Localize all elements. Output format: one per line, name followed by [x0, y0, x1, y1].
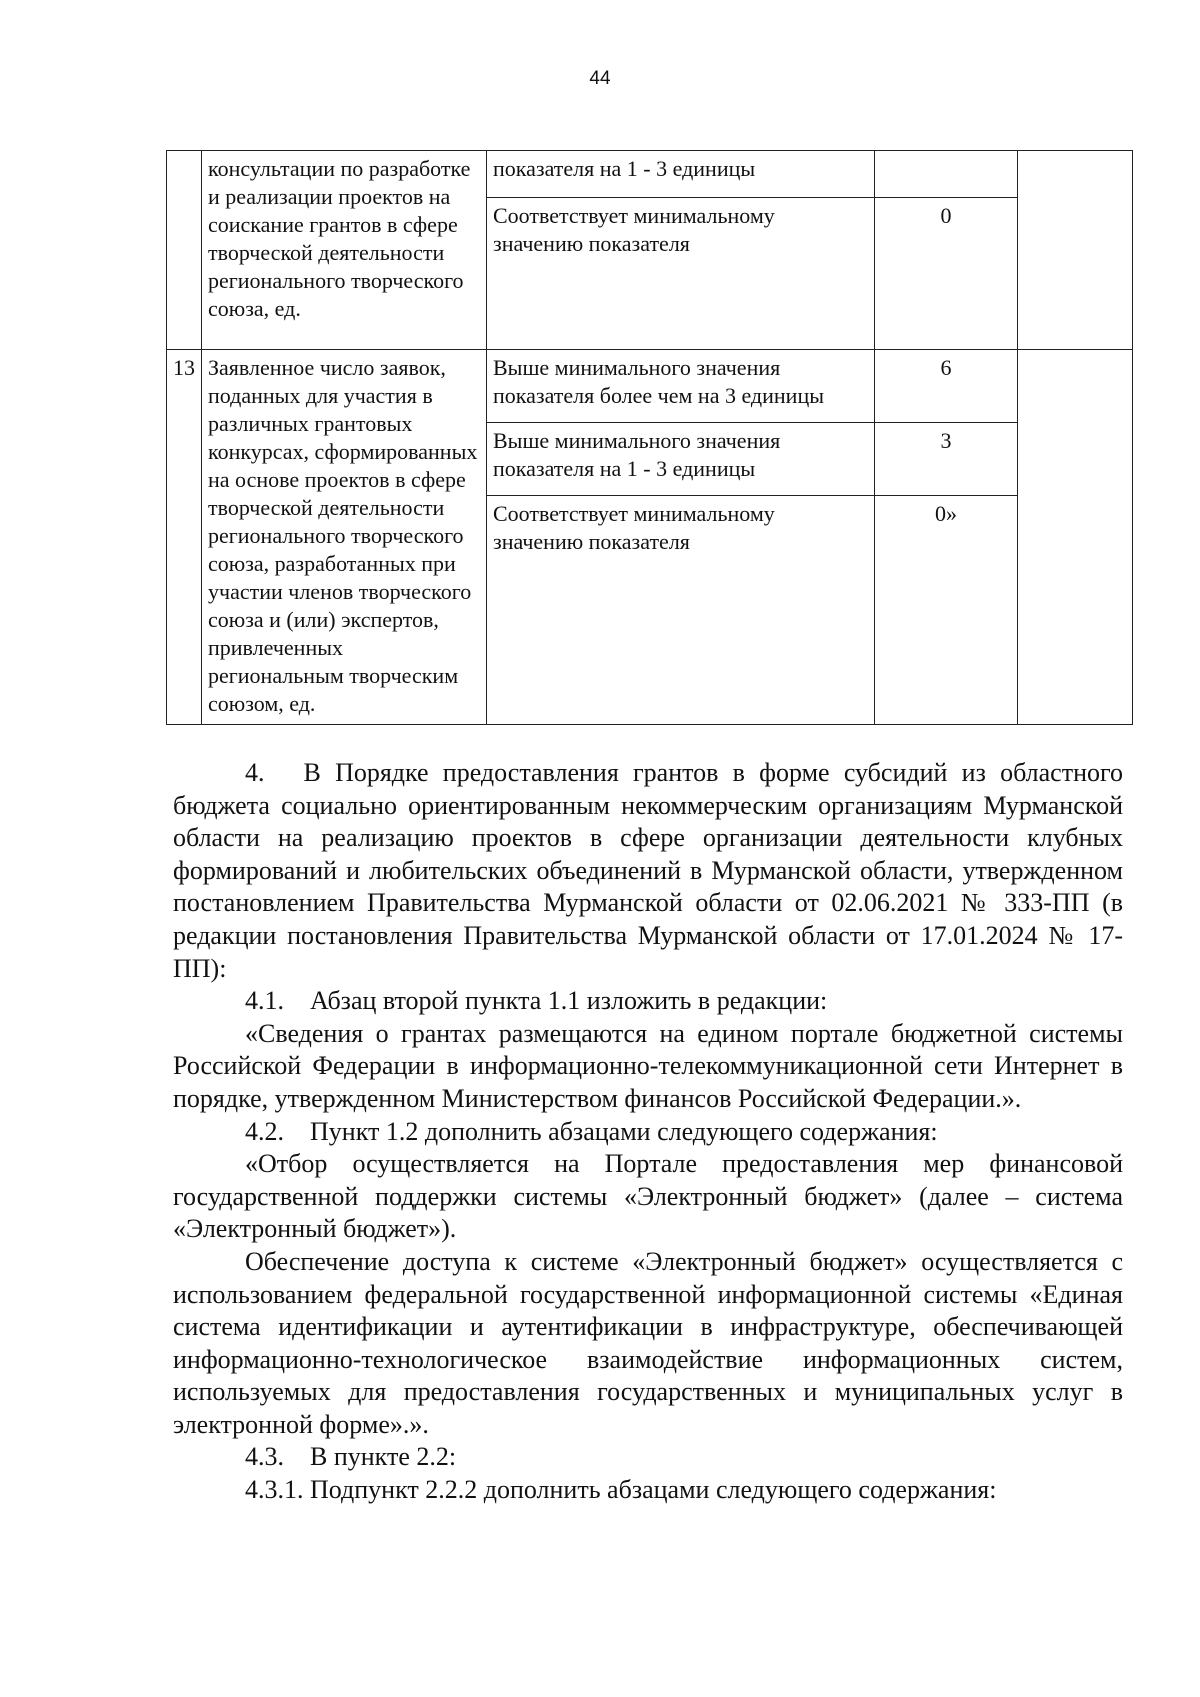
score-cell: 0	[875, 198, 1018, 350]
level-cell: Выше минимального значения показателя на 1 - 3 единицы	[487, 423, 875, 496]
level-cell: Выше минимального значения показателя более чем на 3 единицы	[487, 350, 875, 423]
paragraph-quote-1: «Сведения о грантах размещаются на едином портале бюджетной системы Российской Федерации в информационно-телекоммуникационной сети Интернет в порядке, утвержденном Министерством финансов Российской Федерации.».	[173, 1018, 1123, 1113]
extra-cell	[1018, 151, 1133, 350]
score-cell: 6	[875, 350, 1018, 423]
level-cell: показателя на 1 - 3 единицы	[487, 151, 875, 198]
paragraph-quote-2: «Отбор осуществляется на Портале предоставления мер финансовой государственной поддержки системы «Электронный бюджет» (далее – система «Электронный бюджет»).	[173, 1149, 1123, 1244]
level-cell: Соответствует минимальному значению показателя	[487, 198, 875, 350]
extra-cell	[1018, 350, 1133, 725]
criterion-cell: Заявленное число заявок, поданных для участия в различных грантовых конкурсах, сформированных на основе проектов в сфере творческой деятельности регионального творческого союза, разработанных при участии членов творческого союза и (или) экспертов, привлеченных региональным творческим союзом, ед.	[202, 350, 487, 725]
paragraph-4-1: 4.1. Абзац второй пункта 1.1 изложить в редакции:	[245, 986, 828, 1016]
paragraph-quote-3: Обеспечение доступа к системе «Электронный бюджет» осуществляется с использованием федеральной государственной информационной системы «Единая система идентификации и аутентификации в инфраструктуре, обеспечивающей информационно-технологическое взаимодействие информационных систем, используемых для предоставления государственных и муниципальных услуг в электронной форме».».	[173, 1246, 1123, 1439]
score-cell: 3	[875, 423, 1018, 496]
score-cell: 0»	[875, 496, 1018, 725]
table-row	[167, 350, 1133, 423]
criterion-cell: консультации по разработке и реализации проектов на соискание грантов в сфере творческой деятельности регионального творческого союза, ед.	[202, 151, 487, 350]
level-cell: Соответствует минимальному значению показателя	[487, 496, 875, 725]
row-number-cell: 13	[167, 350, 202, 725]
body-text	[173, 757, 1123, 1507]
page-number: 44	[589, 68, 611, 89]
paragraph-4-3: 4.3. В пункте 2.2:	[245, 1442, 457, 1472]
row-number-cell	[167, 151, 202, 350]
paragraph-4: 4. В Порядке предоставления грантов в форме субсидий из областного бюджета социально ориентированным некоммерческим организациям Мурманской области на реализацию проектов в сфере организации деятельности клубных формирований и любительских объединений в Мурманской области, утвержденном постановлением Правительства Мурманской области от 02.06.2021 № 333-ПП (в редакции постановления Правительства Мурманской области от 17.01.2024 № 17-ПП):	[173, 758, 1123, 983]
paragraph-4-3-1: 4.3.1. Подпункт 2.2.2 дополнить абзацами следующего содержания:	[245, 1475, 997, 1505]
table-row	[167, 151, 1133, 198]
score-cell	[875, 151, 1018, 198]
criteria-table	[166, 150, 1133, 725]
paragraph-4-2: 4.2. Пункт 1.2 дополнить абзацами следующего содержания:	[245, 1116, 938, 1146]
